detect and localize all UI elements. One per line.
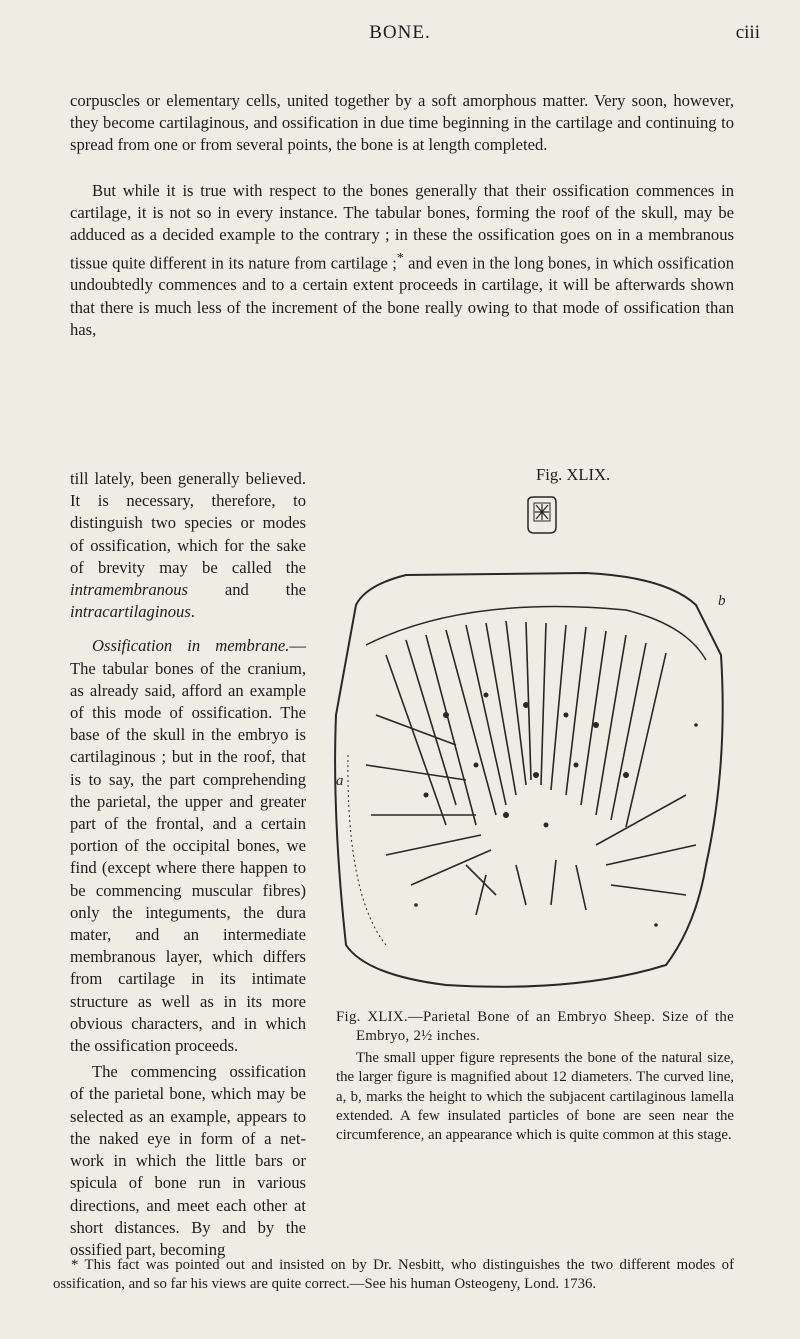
paragraph-3-text: —The tabular bones of the cranium, as already said, afford an example of this mode of ossification. The base of the skull in the embryo is cartilaginous ; but in the roof, that is to say, the part comprehending the parietal, the upper and greater part of the frontal, and a certain portion of the occipital bones, we find (except where there happen to be commencing muscular fibres) only the integuments, the dura mater, and an intermediate membranous layer, which differs from cartilage in its intimate structure as well as in its more obvious characters, and in which the ossification proceeds.: [70, 636, 306, 1056]
small-bone-figure: [526, 495, 558, 535]
section-heading: Ossification in membrane.: [92, 636, 290, 656]
running-title: BONE.: [369, 22, 431, 43]
parietal-bone-illustration: [326, 565, 734, 997]
paragraph-2-start: But while it is true with respect to the bones generally that their ossification commences in cartilage, it is not so in every instance. The tabular bones, forming the roof of the skull, may be adduced as a decided example to the contrary ; in these the ossification goes on in a membranous tissue quite different in its nature from cartilage ;: [70, 181, 734, 273]
figure-marker-a: a: [336, 773, 344, 789]
body-paragraph-1: corpuscles or elementary cells, united together by a soft amorphous matter. Very soon, however, they become cartilaginous, and ossification in due time beginning in the cartilage and continuing to spread from one or from several points, the bone is at length completed.: [70, 91, 734, 155]
connector-text: and the: [188, 580, 306, 600]
figure-caption: [336, 1008, 734, 1146]
figure-marker-b: b: [718, 593, 726, 609]
paragraph-2-continuation: and even in the long bones, in which ossification undoubtedly commences and to a certain extent proceeds in cartilage, it will be afterwards shown that there is much less of the increment of the bone really owing to that mode of ossification than has,: [70, 253, 735, 339]
page-number: ciii: [735, 22, 760, 43]
term-intracartilaginous: intracartilaginous: [70, 602, 191, 622]
body-paragraph-3: [70, 635, 306, 1057]
caption-text: The small upper figure represents the bone of the natural size, the larger figure is magnified about 12 diameters. The curved line, a, b, marks the height to which the subjacent cartilaginous lamella extended. A few insulated particles of bone are seen near the circumference, an appearance which is quite common at this stage.: [336, 1049, 734, 1144]
figure-label: Fig. XLIX.: [536, 465, 611, 484]
period-text: .: [190, 602, 195, 622]
footnote-marker: *: [396, 249, 404, 265]
caption-title: Fig. XLIX.—Parietal Bone of an Embryo Sheep. Size of the Embryo, 2½ inches.: [336, 1009, 734, 1045]
left-text-column: [70, 468, 306, 1261]
paragraph-4-column-part: The commencing ossification of the parietal bone, which may be selected as an example, appears to the naked eye in form of a net-work in which the little bars or spicula of bone run in various directions, and meet each other at short distances. By and by the ossified part, becoming: [70, 1062, 306, 1259]
paragraph-2-column-text: till lately, been generally believed. It is necessary, therefore, to distinguish two species or modes of ossification, which for the sake of brevity may be called the: [70, 469, 306, 577]
term-intramembranous: intramembranous: [70, 580, 189, 600]
body-paragraph-2: [70, 180, 734, 341]
paragraph-2-column-part: [70, 468, 306, 623]
footnote: * This fact was pointed out and insisted on by Dr. Nesbitt, who distinguishes the two different modes of ossification, and so far his views are quite correct.—See his human Osteogeny, Lond. 1736.: [53, 1257, 734, 1293]
